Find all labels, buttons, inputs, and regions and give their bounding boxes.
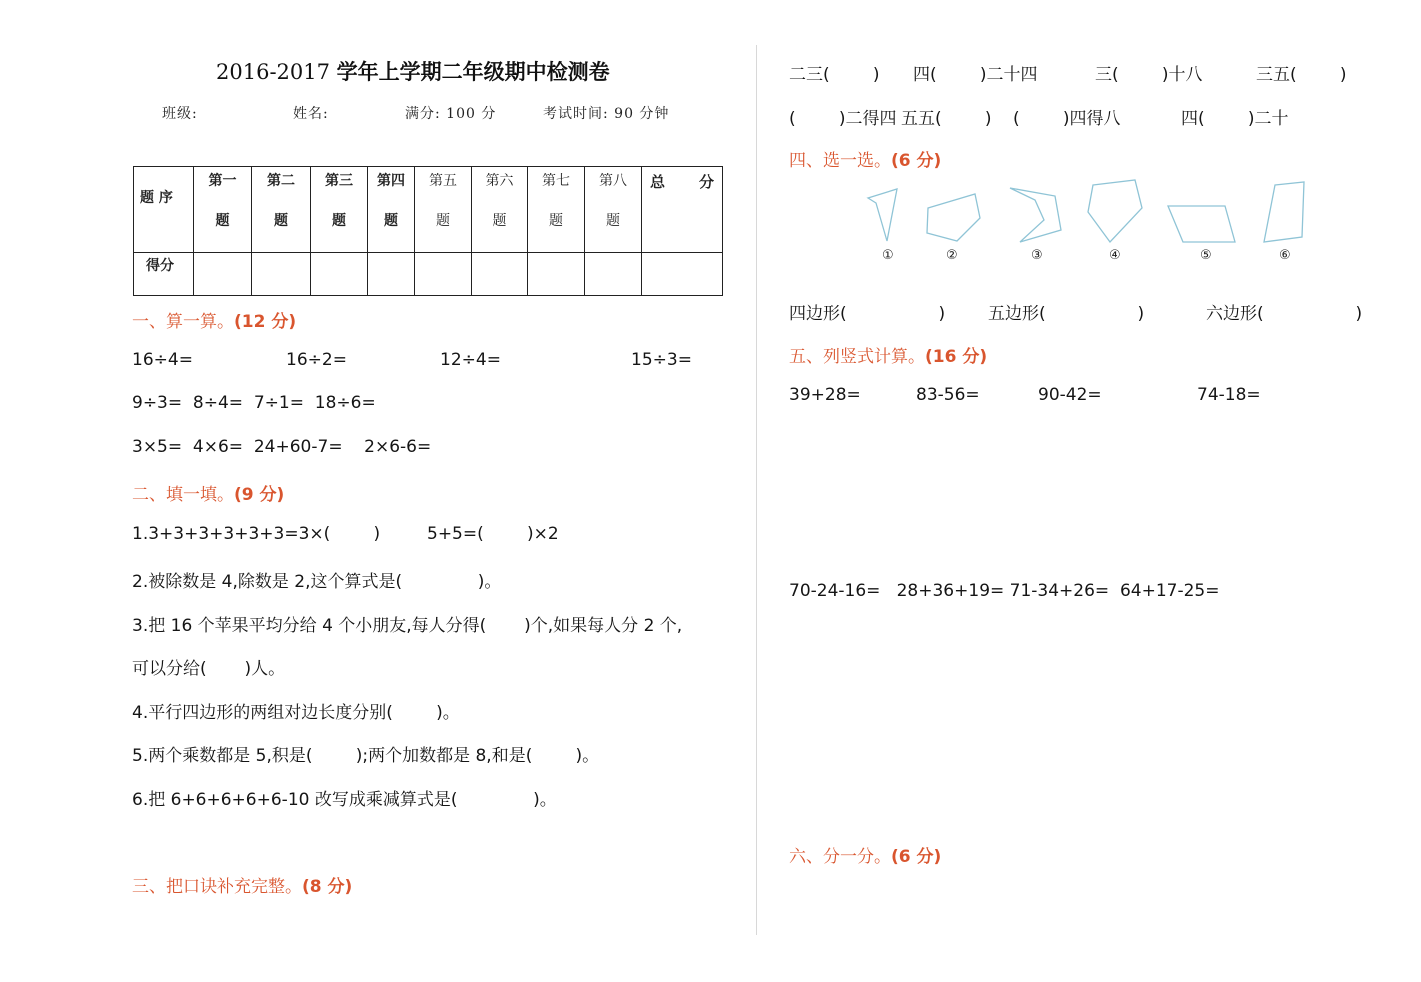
s1-r1-a: 16÷4= bbox=[132, 350, 193, 370]
shape-label-5: ⑤ bbox=[1200, 248, 1212, 263]
class-label: 班级: bbox=[162, 106, 198, 122]
score-cell-q3[interactable] bbox=[311, 253, 368, 296]
s1-r3: 3×5= 4×6= 24+60-7= 2×6-6= bbox=[132, 437, 432, 457]
polygon-shapes-icon bbox=[850, 170, 1330, 270]
s2-q6: 6.把 6+6+6+6+6-10 改写成乘减算式是( )。 bbox=[132, 790, 557, 810]
shape-label-6: ⑥ bbox=[1279, 248, 1291, 263]
s2-q2: 2.被除数是 4,除数是 2,这个算式是( )。 bbox=[132, 572, 502, 592]
section2-heading bbox=[132, 480, 284, 505]
full-score: 满分: 100 分 bbox=[405, 106, 497, 122]
section1-title: 一、算一算。 bbox=[132, 312, 234, 332]
shape-label-4: ④ bbox=[1109, 248, 1121, 263]
s5-r1-d: 74-18= bbox=[1197, 385, 1261, 405]
s2-q3b: 可以分给( )人。 bbox=[132, 659, 286, 679]
col-q7-top: 第七 bbox=[542, 173, 570, 189]
col-q2-bottom: 题 bbox=[274, 213, 288, 229]
s2-q5: 5.两个乘数都是 5,积是( );两个加数都是 8,和是( )。 bbox=[132, 746, 600, 766]
shape-5 bbox=[1168, 206, 1235, 242]
title-year: 2016-2017 bbox=[216, 60, 330, 84]
section3-title: 三、把口诀补充完整。 bbox=[132, 877, 302, 897]
col-q4-top: 第四 bbox=[377, 173, 405, 189]
section1-heading bbox=[132, 307, 296, 332]
exam-time: 考试时间: 90 分钟 bbox=[543, 106, 670, 122]
col-q6 bbox=[472, 167, 528, 253]
section5-points: (16 分) bbox=[925, 347, 988, 367]
col-q4-bottom: 题 bbox=[384, 213, 398, 229]
s3-r1-c: 三( )十八 bbox=[1095, 65, 1203, 85]
shape-label-1: ① bbox=[882, 248, 894, 263]
col-q1-bottom: 题 bbox=[215, 213, 230, 229]
col-q6-top: 第六 bbox=[485, 173, 514, 189]
shape-1 bbox=[868, 189, 897, 241]
s5-r1-b: 83-56= bbox=[916, 385, 980, 405]
score-label: 得分 bbox=[134, 253, 194, 296]
col-q3 bbox=[311, 167, 368, 253]
col-q5-bottom: 题 bbox=[436, 213, 450, 229]
s5-r1-c: 90-42= bbox=[1038, 385, 1102, 405]
score-cell-q6[interactable] bbox=[472, 253, 528, 296]
score-cell-q8[interactable] bbox=[585, 253, 642, 296]
score-table bbox=[133, 166, 723, 296]
col-q8 bbox=[585, 167, 642, 253]
section6-title: 六、分一分。 bbox=[789, 847, 891, 867]
s1-r1-c: 12÷4= bbox=[440, 350, 501, 370]
section4-heading bbox=[789, 146, 941, 171]
s3-r2-c: ( )四得八 bbox=[1013, 109, 1121, 129]
s2-q3a: 3.把 16 个苹果平均分给 4 个小朋友,每人分得( )个,如果每人分 2 个, bbox=[132, 616, 683, 636]
exam-title bbox=[216, 56, 610, 86]
col-q2-top: 第二 bbox=[267, 173, 295, 189]
score-cell-q2[interactable] bbox=[252, 253, 311, 296]
s4-answer-hex: 六边形( ) bbox=[1206, 304, 1363, 324]
section2-title: 二、填一填。 bbox=[132, 485, 234, 505]
shape-label-3: ③ bbox=[1031, 248, 1043, 263]
s1-r1-b: 16÷2= bbox=[286, 350, 347, 370]
s5-r2: 70-24-16= 28+36+19= 71-34+26= 64+17-25= bbox=[789, 581, 1220, 601]
s1-r2: 9÷3= 8÷4= 7÷1= 18÷6= bbox=[132, 393, 376, 413]
score-cell-q1[interactable] bbox=[194, 253, 252, 296]
s5-r1-a: 39+28= bbox=[789, 385, 861, 405]
section5-heading bbox=[789, 342, 987, 367]
shape-2 bbox=[927, 194, 980, 241]
col-q8-bottom: 题 bbox=[606, 213, 620, 229]
s3-r2-a: ( )二得四 bbox=[789, 109, 897, 129]
name-label: 姓名: bbox=[293, 106, 329, 122]
section4-points: (6 分) bbox=[891, 151, 942, 171]
col-q3-top: 第三 bbox=[325, 173, 353, 189]
s3-r1-a: 二三( ) bbox=[789, 65, 880, 85]
shape-label-2: ② bbox=[946, 248, 958, 263]
s4-answer-quad: 四边形( ) bbox=[789, 304, 946, 324]
col-total bbox=[642, 167, 723, 253]
s4-answer-pent: 五边形( ) bbox=[988, 304, 1145, 324]
total-label-a: 总 bbox=[650, 173, 666, 191]
section3-heading bbox=[132, 872, 352, 897]
total-label-b: 分 bbox=[698, 173, 714, 191]
s3-r1-d: 三五( ) bbox=[1256, 65, 1347, 85]
section6-points: (6 分) bbox=[891, 847, 942, 867]
s2-q1b: 5+5=( )×2 bbox=[427, 524, 559, 544]
shape-6 bbox=[1264, 182, 1304, 242]
section1-points: (12 分) bbox=[234, 312, 297, 332]
score-cell-q4[interactable] bbox=[368, 253, 415, 296]
section2-points: (9 分) bbox=[234, 485, 285, 505]
score-cell-total[interactable] bbox=[642, 253, 723, 296]
col-q3-bottom: 题 bbox=[332, 213, 346, 229]
score-cell-q5[interactable] bbox=[415, 253, 472, 296]
col-q5 bbox=[415, 167, 472, 253]
score-cell-q7[interactable] bbox=[528, 253, 585, 296]
col-q6-bottom: 题 bbox=[492, 213, 507, 229]
score-table-header-row bbox=[134, 167, 723, 253]
question-order-label: 题 序 bbox=[134, 167, 194, 253]
s2-q1a: 1.3+3+3+3+3+3=3×( ) bbox=[132, 524, 381, 544]
col-q1 bbox=[194, 167, 252, 253]
s2-q4: 4.平行四边形的两组对边长度分别( )。 bbox=[132, 703, 460, 723]
col-q1-top: 第一 bbox=[208, 173, 237, 189]
s3-r2-b: 五五( ) bbox=[901, 109, 992, 129]
col-q8-top: 第八 bbox=[599, 173, 627, 189]
score-table-score-row bbox=[134, 253, 723, 296]
col-q5-top: 第五 bbox=[429, 173, 457, 189]
col-q7-bottom: 题 bbox=[549, 213, 563, 229]
section3-points: (8 分) bbox=[302, 877, 353, 897]
title-text: 学年上学期二年级期中检测卷 bbox=[336, 60, 610, 84]
section4-title: 四、选一选。 bbox=[789, 151, 891, 171]
column-divider bbox=[756, 45, 757, 935]
section5-title: 五、列竖式计算。 bbox=[789, 347, 925, 367]
s3-r2-d: 四( )二十 bbox=[1181, 109, 1289, 129]
col-q4 bbox=[368, 167, 415, 253]
col-q2 bbox=[252, 167, 311, 253]
section6-heading bbox=[789, 842, 941, 867]
shapes-figure bbox=[850, 170, 1330, 270]
col-q7 bbox=[528, 167, 585, 253]
shape-3 bbox=[1010, 188, 1061, 242]
s3-r1-b: 四( )二十四 bbox=[913, 65, 1038, 85]
shape-4 bbox=[1088, 180, 1142, 242]
s1-r1-d: 15÷3= bbox=[631, 350, 692, 370]
